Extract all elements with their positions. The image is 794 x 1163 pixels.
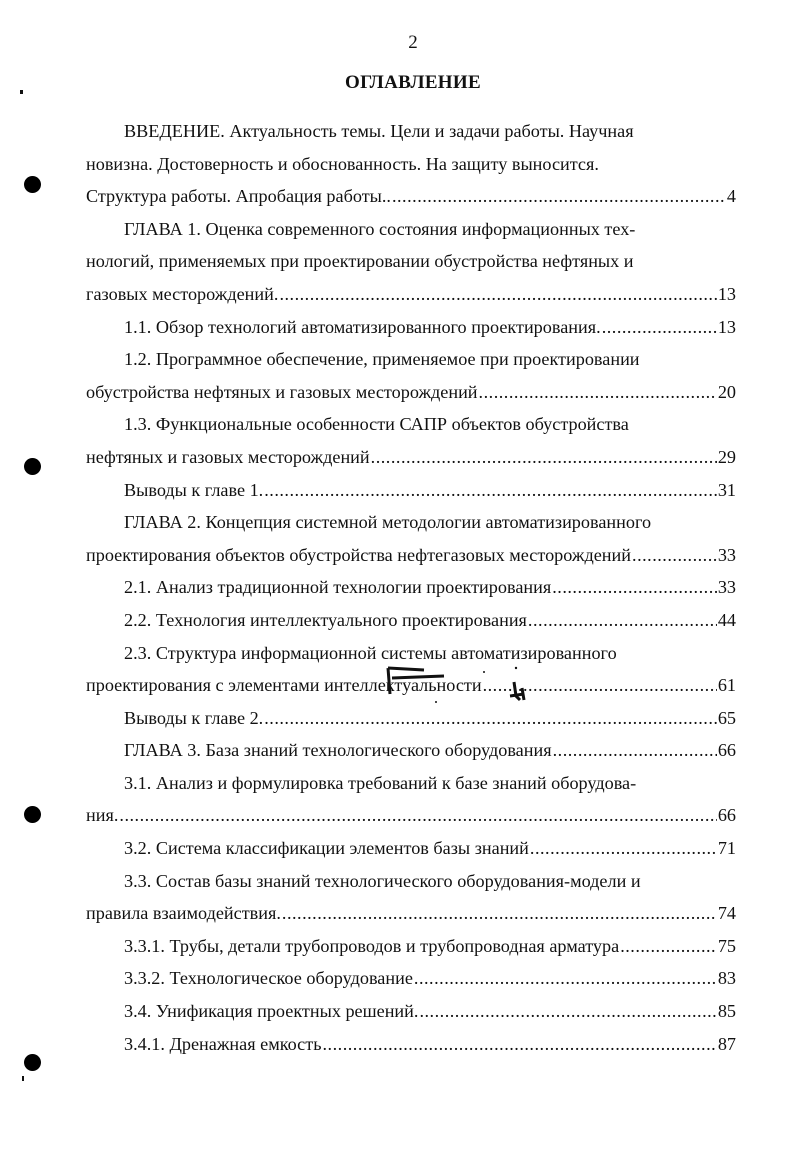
toc-entry-title: ГЛАВА 3. База знаний технологического оборудования bbox=[124, 740, 552, 761]
table-of-contents bbox=[86, 115, 736, 1060]
toc-entry-final-line bbox=[86, 669, 736, 702]
dot-leader bbox=[392, 180, 726, 213]
toc-entry bbox=[86, 474, 736, 507]
toc-entry bbox=[86, 962, 736, 995]
toc-page-number: 31 bbox=[717, 479, 736, 500]
toc-entry-title: 3.3.2. Технологическое оборудование bbox=[124, 968, 413, 989]
dot-leader bbox=[552, 571, 717, 604]
toc-page-number: 61 bbox=[717, 675, 736, 696]
toc-entry-final-line bbox=[86, 474, 736, 507]
toc-entry-title: 3.4.1. Дренажная емкость bbox=[124, 1033, 322, 1054]
toc-page-number: 71 bbox=[717, 838, 736, 859]
toc-entry-title: 2.1. Анализ традиционной технологии проектирования bbox=[124, 577, 552, 598]
punch-hole bbox=[24, 806, 41, 823]
toc-entry-title: ния. bbox=[86, 805, 119, 826]
toc-entry bbox=[86, 734, 736, 767]
toc-entry bbox=[86, 1028, 736, 1061]
toc-entry bbox=[86, 865, 736, 930]
dot-leader bbox=[371, 441, 717, 474]
toc-entry bbox=[86, 604, 736, 637]
toc-entry-title: Структура работы. Апробация работы.. bbox=[86, 186, 391, 207]
toc-entry-line: 2.3. Структура информационной системы автоматизированного bbox=[124, 642, 617, 663]
toc-entry-final-line bbox=[86, 571, 736, 604]
toc-page-number: 75 bbox=[717, 935, 736, 956]
toc-entry-line: ГЛАВА 1. Оценка современного состояния информационных тех- bbox=[124, 218, 636, 239]
toc-entry-final-line bbox=[86, 962, 736, 995]
toc-entry-title: 1.1. Обзор технологий автоматизированного проектирования. bbox=[124, 316, 601, 337]
toc-entry-title: 3.3.1. Трубы, детали трубопроводов и трубопроводная арматура bbox=[124, 935, 620, 956]
dot-leader bbox=[528, 604, 717, 637]
dot-leader bbox=[119, 799, 716, 832]
toc-entry-final-line bbox=[86, 734, 736, 767]
toc-entry-title: 3.2. Система классификации элементов базы знаний bbox=[124, 838, 529, 859]
toc-page-number: 4 bbox=[726, 186, 736, 207]
toc-entry-line: 3.3. Состав базы знаний технологического оборудования-модели и bbox=[124, 870, 641, 891]
punch-hole bbox=[24, 176, 41, 193]
toc-entry-line: 1.2. Программное обеспечение, применяемое при проектировании bbox=[124, 349, 640, 370]
toc-page-number: 83 bbox=[717, 968, 736, 989]
toc-page-number: 85 bbox=[717, 1001, 736, 1022]
toc-page-number: 66 bbox=[717, 740, 736, 761]
toc-entry bbox=[86, 637, 736, 702]
toc-entry-title: газовых месторождений. bbox=[86, 283, 279, 304]
toc-entry-title: 3.4. Унификация проектных решений. bbox=[124, 1001, 419, 1022]
toc-entry-title: правила взаимодействия. bbox=[86, 903, 281, 924]
toc-entry-final-line bbox=[86, 311, 736, 344]
toc-entry-final-line bbox=[86, 995, 736, 1028]
scan-speck bbox=[22, 1076, 24, 1081]
toc-entry-final-line bbox=[86, 604, 736, 637]
toc-page-number: 13 bbox=[717, 283, 736, 304]
toc-entry bbox=[86, 571, 736, 604]
toc-page-number: 33 bbox=[717, 544, 736, 565]
toc-entry bbox=[86, 343, 736, 408]
toc-page-number: 74 bbox=[717, 903, 736, 924]
dot-leader bbox=[530, 832, 717, 865]
dot-leader bbox=[414, 962, 717, 995]
toc-entry bbox=[86, 213, 736, 311]
toc-entry-final-line bbox=[86, 441, 736, 474]
toc-entry-line: новизна. Достоверность и обоснованность. На защиту выносится. bbox=[86, 153, 599, 174]
toc-page-number: 65 bbox=[717, 707, 736, 728]
dot-leader bbox=[323, 1028, 717, 1061]
toc-page-number: 29 bbox=[717, 446, 736, 467]
toc-entry-line: 3.1. Анализ и формулировка требований к базе знаний оборудова- bbox=[124, 772, 637, 793]
toc-entry-line: ВВЕДЕНИЕ. Актуальность темы. Цели и задачи работы. Научная bbox=[124, 121, 634, 141]
toc-entry bbox=[86, 995, 736, 1028]
dot-leader bbox=[282, 897, 717, 930]
toc-entry-final-line bbox=[86, 376, 736, 409]
toc-entry-final-line bbox=[86, 539, 736, 572]
toc-page-number: 13 bbox=[717, 316, 736, 337]
dot-leader bbox=[553, 734, 717, 767]
dot-leader bbox=[620, 930, 717, 963]
dot-leader bbox=[264, 474, 717, 507]
toc-entry-line: ГЛАВА 2. Концепция системной методологии автоматизированного bbox=[124, 512, 652, 533]
toc-entry-final-line bbox=[86, 897, 736, 930]
toc-entry-final-line bbox=[86, 702, 736, 735]
toc-entry-final-line bbox=[86, 278, 736, 311]
dot-leader bbox=[483, 669, 717, 702]
toc-page-number: 87 bbox=[717, 1033, 736, 1054]
toc-entry bbox=[86, 832, 736, 865]
toc-entry-title: нефтяных и газовых месторождений bbox=[86, 446, 370, 467]
toc-entry-final-line bbox=[86, 1028, 736, 1061]
toc-entry bbox=[86, 115, 736, 213]
toc-entry bbox=[86, 930, 736, 963]
dot-leader bbox=[264, 702, 717, 735]
dot-leader bbox=[419, 995, 716, 1028]
toc-page-number: 33 bbox=[717, 577, 736, 598]
toc-entry-title: 2.2. Технология интеллектуального проектирования bbox=[124, 609, 527, 630]
toc-entry-title: проектирования объектов обустройства нефтегазовых месторождений bbox=[86, 544, 632, 565]
dot-leader bbox=[602, 311, 717, 344]
dot-leader bbox=[279, 278, 716, 311]
toc-entry-line: 1.3. Функциональные особенности САПР объектов обустройства bbox=[124, 414, 629, 435]
toc-entry-line: нологий, применяемых при проектировании обустройства нефтяных и bbox=[86, 251, 634, 272]
toc-entry-final-line bbox=[86, 799, 736, 832]
toc-page-number: 44 bbox=[717, 609, 736, 630]
page-title: ОГЛАВЛЕНИЕ bbox=[345, 72, 481, 93]
toc-entry bbox=[86, 311, 736, 344]
dot-leader bbox=[632, 539, 717, 572]
toc-entry bbox=[86, 506, 736, 571]
toc-entry-title: Выводы к главе 2. bbox=[124, 707, 264, 728]
toc-entry-title: проектирования с элементами интеллектуальности bbox=[86, 675, 482, 696]
punch-hole bbox=[24, 1054, 41, 1071]
toc-entry-final-line bbox=[86, 180, 736, 213]
toc-entry-title: обустройства нефтяных и газовых месторождений bbox=[86, 381, 478, 402]
toc-entry-title: Выводы к главе 1. bbox=[124, 479, 264, 500]
punch-hole bbox=[24, 458, 41, 475]
page-number: 2 bbox=[408, 32, 418, 53]
toc-entry bbox=[86, 767, 736, 832]
dot-leader bbox=[479, 376, 717, 409]
toc-entry-final-line bbox=[86, 930, 736, 963]
toc-page-number: 20 bbox=[717, 381, 736, 402]
scan-speck bbox=[20, 90, 23, 94]
toc-entry-final-line bbox=[86, 832, 736, 865]
toc-entry bbox=[86, 408, 736, 473]
toc-page-number: 66 bbox=[717, 805, 736, 826]
toc-entry bbox=[86, 702, 736, 735]
